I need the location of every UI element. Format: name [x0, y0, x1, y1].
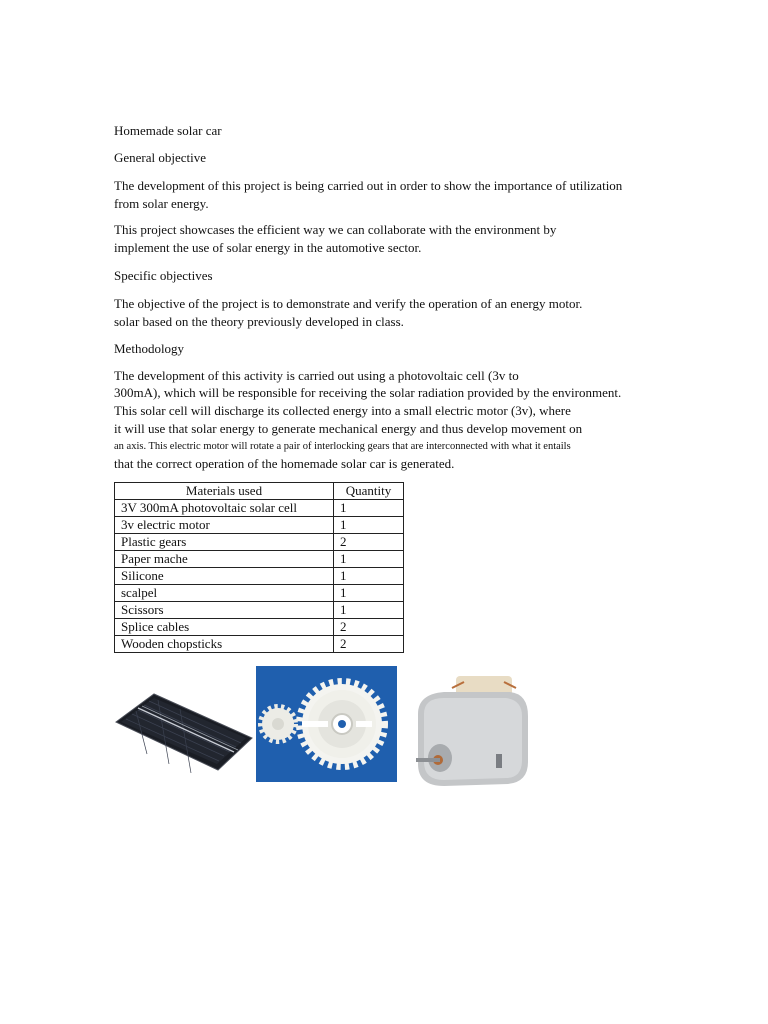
heading-general-objective: General objective: [114, 150, 207, 165]
material-quantity: 1: [334, 551, 404, 568]
table-row: [115, 500, 404, 517]
table-header-quantity: Quantity: [334, 483, 404, 500]
solar-panel-image: [114, 664, 254, 794]
material-quantity: 1: [334, 568, 404, 585]
dc-motor-image: [404, 670, 530, 790]
table-row: [115, 619, 404, 636]
table-row: [115, 602, 404, 619]
material-name: Paper mache: [115, 551, 334, 568]
paragraph-line: solar based on the theory previously developed in class.: [114, 314, 404, 329]
material-quantity: 1: [334, 500, 404, 517]
document-title: Homemade solar car: [114, 123, 222, 138]
paragraph-line: it will use that solar energy to generate mechanical energy and thus develop movement on: [114, 421, 583, 436]
material-name: Wooden chopsticks: [115, 636, 334, 653]
table-row: [115, 568, 404, 585]
table-header-row: [115, 483, 404, 500]
material-quantity: 2: [334, 636, 404, 653]
material-quantity: 1: [334, 517, 404, 534]
paragraph-line: an axis. This electric motor will rotate a pair of interlocking gears that are interconnected with what it entails: [114, 441, 571, 452]
material-name: 3v electric motor: [115, 517, 334, 534]
table-row: [115, 551, 404, 568]
material-quantity: 2: [334, 619, 404, 636]
paragraph-line: from solar energy.: [114, 196, 209, 211]
table-header-materials: Materials used: [115, 483, 334, 500]
paragraph-line: The objective of the project is to demonstrate and verify the operation of an energy motor.: [114, 296, 583, 311]
material-name: Silicone: [115, 568, 334, 585]
material-name: Plastic gears: [115, 534, 334, 551]
paragraph-line: This solar cell will discharge its collected energy into a small electric motor (3v), where: [114, 403, 571, 418]
materials-table: [114, 482, 404, 653]
material-quantity: 1: [334, 585, 404, 602]
table-row: [115, 636, 404, 653]
material-quantity: 1: [334, 602, 404, 619]
material-name: 3V 300mA photovoltaic solar cell: [115, 500, 334, 517]
heading-specific-objectives: Specific objectives: [114, 268, 213, 283]
heading-methodology: Methodology: [114, 341, 185, 356]
paragraph-line: 300mA), which will be responsible for receiving the solar radiation provided by the environment.: [114, 385, 622, 400]
paragraph-line: This project showcases the efficient way we can collaborate with the environment by: [114, 222, 557, 237]
paragraph-line: The development of this project is being carried out in order to show the importance of utilization: [114, 178, 623, 193]
table-row: [115, 517, 404, 534]
table-row: [115, 534, 404, 551]
paragraph-line: The development of this activity is carried out using a photovoltaic cell (3v to: [114, 368, 519, 383]
material-name: scalpel: [115, 585, 334, 602]
material-quantity: 2: [334, 534, 404, 551]
plastic-gears-image: [256, 666, 397, 782]
paragraph-line: that the correct operation of the homemade solar car is generated.: [114, 456, 455, 471]
table-row: [115, 585, 404, 602]
paragraph-line: implement the use of solar energy in the automotive sector.: [114, 240, 422, 255]
material-name: Splice cables: [115, 619, 334, 636]
material-name: Scissors: [115, 602, 334, 619]
